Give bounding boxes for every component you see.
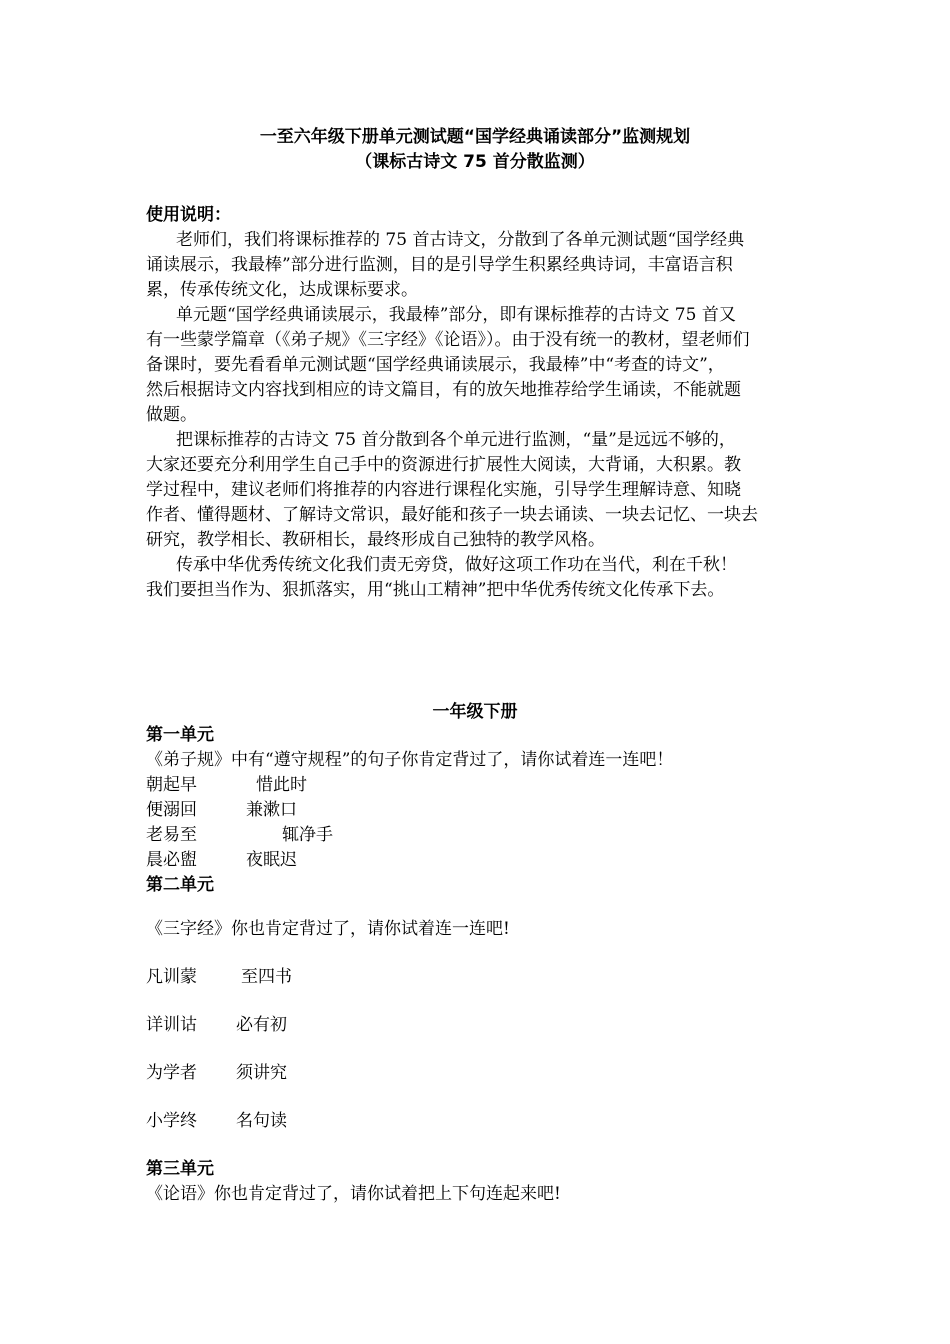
unit-prompt: 《论语》你也肯定背过了，请你试着把上下句连起来吧! xyxy=(146,1184,561,1204)
match-right: 夜眠迟 xyxy=(246,850,297,870)
usage-heading: 使用说明： xyxy=(146,205,231,225)
paragraph-line: 大家还要充分利用学生自己手中的资源进行扩展性大阅读，大背诵，大积累。教 xyxy=(146,455,741,475)
paragraph-line: 然后根据诗文内容找到相应的诗文篇目，有的放矢地推荐给学生诵读，不能就题 xyxy=(146,380,741,400)
paragraph-line: 备课时，要先看看单元测试题“国学经典诵读展示，我最棒”中“考查的诗文”， xyxy=(146,355,725,375)
paragraph-line: 老师们，我们将课标推荐的 75 首古诗文，分散到了各单元测试题“国学经典 xyxy=(176,230,745,250)
unit-heading: 第二单元 xyxy=(146,875,214,895)
match-right: 须讲究 xyxy=(236,1063,287,1083)
match-right: 必有初 xyxy=(236,1015,287,1035)
match-left: 凡训蒙 xyxy=(146,967,197,987)
paragraph-line: 研究，教学相长、教研相长，最终形成自己独特的教学风格。 xyxy=(146,530,605,550)
match-left: 为学者 xyxy=(146,1063,197,1083)
paragraph-line: 诵读展示，我最棒”部分进行监测，目的是引导学生积累经典诗词，丰富语言积 xyxy=(146,255,733,275)
paragraph-line: 我们要担当作为、狠抓落实，用“挑山工精神”把中华优秀传统文化传承下去。 xyxy=(146,580,725,600)
grade-title: 一年级下册 xyxy=(432,702,518,722)
match-right: 惜此时 xyxy=(256,775,307,795)
unit-heading: 第一单元 xyxy=(146,725,214,745)
match-right: 兼漱口 xyxy=(246,800,297,820)
paragraph-line: 单元题“国学经典诵读展示，我最棒”部分，即有课标推荐的古诗文 75 首又 xyxy=(176,305,736,325)
paragraph-line: 累，传承传统文化，达成课标要求。 xyxy=(146,280,418,300)
match-left: 详训诂 xyxy=(146,1015,197,1035)
match-right: 至四书 xyxy=(241,967,292,987)
match-right: 名句读 xyxy=(236,1111,287,1131)
match-left: 老易至 xyxy=(146,825,197,845)
match-left: 小学终 xyxy=(146,1111,197,1131)
unit-heading: 第三单元 xyxy=(146,1159,214,1179)
paragraph-line: 做题。 xyxy=(146,405,197,425)
unit-prompt: 《三字经》你也肯定背过了，请你试着连一连吧! xyxy=(146,919,510,939)
match-left: 晨必盥 xyxy=(146,850,197,870)
match-left: 便溺回 xyxy=(146,800,197,820)
paragraph-line: 把课标推荐的古诗文 75 首分散到各个单元进行监测，“量”是远远不够的， xyxy=(176,430,736,450)
page-subtitle: （课标古诗文 75 首分散监测） xyxy=(355,152,595,172)
unit-prompt: 《弟子规》中有“遵守规程”的句子你肯定背过了，请你试着连一连吧！ xyxy=(146,750,674,770)
match-left: 朝起早 xyxy=(146,775,197,795)
paragraph-line: 作者、懂得题材、了解诗文常识，最好能和孩子一块去诵读、一块去记忆、一块去 xyxy=(146,505,758,525)
page-title: 一至六年级下册单元测试题“国学经典诵读部分”监测规划 xyxy=(259,127,691,147)
paragraph-line: 有一些蒙学篇章（《弟子规》《三字经》《论语》）。由于没有统一的教材，望老师们 xyxy=(146,330,750,350)
match-right: 辄净手 xyxy=(282,825,333,845)
paragraph-line: 学过程中，建议老师们将推荐的内容进行课程化实施，引导学生理解诗意、知晓 xyxy=(146,480,741,500)
paragraph-line: 传承中华优秀传统文化我们责无旁贷，做好这项工作功在当代，利在千秋！ xyxy=(176,555,737,575)
